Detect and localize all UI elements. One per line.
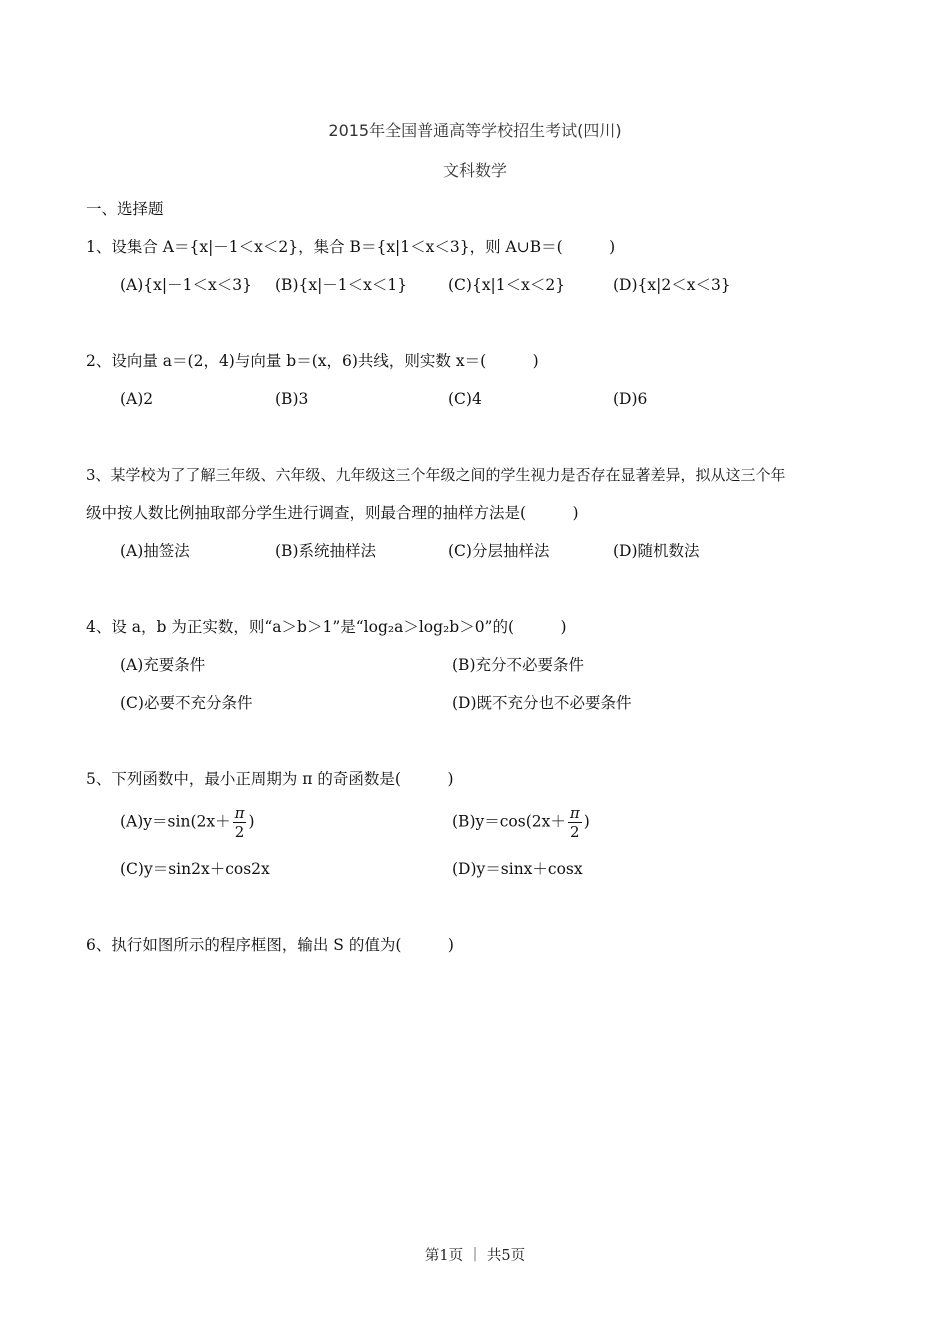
q5-option-b-prefix: (B)y＝cos(2x＋	[452, 812, 566, 831]
q5-option-a	[120, 804, 255, 841]
fraction-pi-over-2	[233, 804, 247, 841]
q4-option-b: (B)充分不必要条件	[452, 656, 584, 674]
q5-option-b	[452, 804, 590, 841]
q5-option-c: (C)y＝sin2x＋cos2x	[120, 860, 270, 878]
fraction-denominator: 2	[234, 823, 245, 841]
q1-option-b: (B){x|－1＜x＜1}	[275, 276, 408, 294]
page-footer: 第1页 ｜ 共5页	[424, 1248, 526, 1264]
q4-option-d: (D)既不充分也不必要条件	[452, 694, 632, 712]
q2-option-d: (D)6	[613, 390, 648, 408]
question-4-stem: 4、设 a，b 为正实数，则“a＞b＞1”是“log₂a＞log₂b＞0”的( )	[86, 618, 567, 636]
question-2-stem: 2、设向量 a＝(2，4)与向量 b＝(x，6)共线，则实数 x＝( )	[86, 352, 539, 370]
question-3-stem-line-1: 3、某学校为了了解三年级、六年级、九年级这三个年级之间的学生视力是否存在显著差异，拟从这三个年	[86, 466, 786, 484]
section-heading: 一、选择题	[86, 200, 164, 218]
question-1-stem: 1、设集合 A＝{x|－1＜x＜2}，集合 B＝{x|1＜x＜3}，则 A∪B＝( )	[86, 238, 616, 256]
q1-option-d: (D){x|2＜x＜3}	[613, 276, 731, 294]
q3-option-a: (A)抽签法	[120, 542, 190, 560]
question-3-stem-line-2: 级中按人数比例抽取部分学生进行调查，则最合理的抽样方法是( )	[86, 504, 579, 522]
q4-option-a: (A)充要条件	[120, 656, 206, 674]
q5-option-a-suffix: )	[248, 812, 255, 831]
exam-title: 2015年全国普通高等学校招生考试(四川)	[328, 121, 622, 140]
q3-option-b: (B)系统抽样法	[275, 542, 376, 560]
q2-option-c: (C)4	[448, 390, 482, 408]
q5-option-b-suffix: )	[583, 812, 590, 831]
q3-option-c: (C)分层抽样法	[448, 542, 550, 560]
exam-subtitle: 文科数学	[442, 161, 507, 180]
fraction-numerator: π	[569, 804, 580, 822]
q1-option-c: (C){x|1＜x＜2}	[448, 276, 566, 294]
q5-option-a-prefix: (A)y＝sin(2x＋	[120, 812, 231, 831]
q2-option-b: (B)3	[275, 390, 309, 408]
fraction-numerator: π	[234, 804, 245, 822]
q3-option-d: (D)随机数法	[613, 542, 700, 560]
fraction-denominator: 2	[570, 823, 580, 841]
q5-option-d: (D)y＝sinx＋cosx	[452, 860, 583, 878]
q1-option-a: (A){x|－1＜x＜3}	[120, 276, 252, 294]
q2-option-a: (A)2	[120, 390, 154, 408]
fraction-pi-over-2	[568, 804, 582, 841]
q4-option-c: (C)必要不充分条件	[120, 694, 253, 712]
question-6-stem: 6、执行如图所示的程序框图，输出 S 的值为( )	[86, 936, 454, 954]
question-5-stem: 5、下列函数中，最小正周期为 π 的奇函数是( )	[86, 770, 454, 788]
